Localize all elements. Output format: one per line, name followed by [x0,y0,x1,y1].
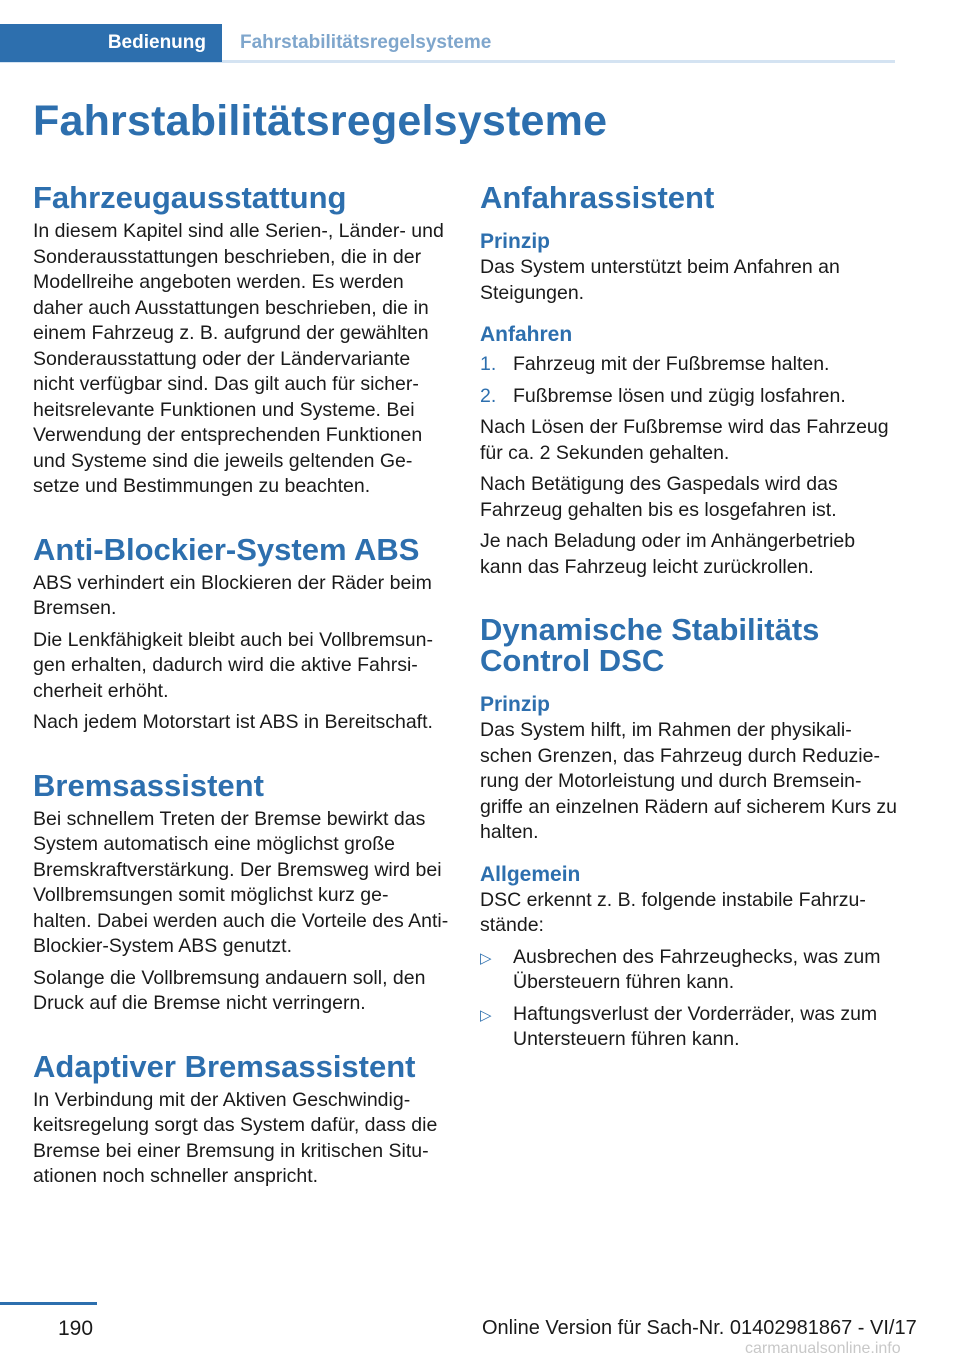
heading-adaptiver-bremsassistent: Adaptiver Bremsassistent [33,1048,416,1084]
paragraph-abs-1: ABS verhindert ein Blockieren der Räder beim Bremsen. [33,571,432,619]
bullet-list [480,945,898,1053]
step-item [480,384,898,410]
heading-dsc-line2: Control DSC [480,643,665,678]
steps-list [480,352,898,409]
online-version-note: Online Version für Sach-Nr. 01402981867 - VI/17 [482,1317,917,1339]
paragraph-fahrzeugausstattung: In diesem Kapitel sind alle Serien-, Länder- und Sonderausstattungen beschrieben, die in der Modellreihe angeboten werden. Es werden daher auch Ausstattungen beschrieben, die in einem Fahrzeug z. B. aufgrund der gewählten Sonderausstattung oder der Ländervariante nicht verfügbar sind. Das gilt auch für sicher- heitsrelevante Funktionen und Systeme. Bei Verwendung der entsprechenden Funktionen und Systeme sind die jeweils geltenden Ge- setze und Bestimmungen zu beachten. [33,220,444,497]
step-number: 1. [480,353,497,375]
bullet-text: Ausbrechen des Fahrzeughecks, was zum Übersteuern führen kann. [513,945,881,993]
bullet-item [480,945,898,996]
paragraph-adaptiver-bremsassistent: In Verbindung mit der Aktiven Geschwindig- keitsregelung sorgt das System dafür, dass die Bremse bei einer Bremsung in kritischen Situ- ationen noch schneller anspricht. [33,1088,438,1187]
triangle-bullet-icon: ▷ [480,949,492,967]
paragraph-anfahr-4: Je nach Beladung oder im Anhängerbetrieb kann das Fahrzeug leicht zurückrollen. [480,530,856,578]
subheading-prinzip-dsc: Prinzip [480,693,551,716]
bullet-text: Haftungsverlust der Vorderräder, was zum Untersteuern führen kann. [513,1002,878,1050]
heading-abs: Anti-Blockier-System ABS [33,531,420,567]
heading-dsc [480,614,898,676]
step-text: Fußbremse lösen und zügig losfahren. [513,384,846,407]
step-number: 2. [480,384,497,407]
paragraph-dsc-prinzip: Das System hilft, im Rahmen der physikali- schen Grenzen, das Fahrzeug durch Reduzie- rung der Motorleistung und durch Bremsein- griffe an einzelnen Rädern auf sicherem Kurs zu halten. [480,719,897,843]
subheading-allgemein: Allgemein [480,862,581,886]
header-bar [0,24,895,62]
left-column [33,182,451,1190]
watermark: carmanualsonline.info [745,1340,901,1357]
paragraph-bremsassistent-1: Bei schnellem Treten der Bremse bewirkt das System automatisch eine möglichst große Bremskraftverstärkung. Der Bremsweg wird bei Vollbremsungen somit möglichst kurz ge- halten. Dabei werden auch die Vorteile des Anti-Blockier-System ABS genutzt. [33,807,449,957]
heading-bremsassistent: Bremsassistent [33,767,264,803]
subheading-prinzip-anfahr: Prinzip [480,230,551,253]
tab-bedienung-label: Bedienung [107,32,206,53]
footer-rule [0,1302,97,1305]
heading-dsc-line1: Dynamische Stabilitäts [480,612,820,647]
heading-anfahrassistent: Anfahrassistent [480,180,715,215]
paragraph-abs-3: Nach jedem Motorstart ist ABS in Bereitschaft. [33,711,433,733]
tab-section-title: Fahrstabilitätsregelsysteme [240,32,492,53]
bullet-item [480,1002,898,1053]
tab-bedienung[interactable] [0,24,222,62]
triangle-bullet-icon: ▷ [480,1006,492,1024]
paragraph-anfahr-3: Nach Betätigung des Gaspedals wird das Fahrzeug gehalten bis es losgefahren ist. [480,473,838,521]
paragraph-dsc-allgemein: DSC erkennt z. B. folgende instabile Fahrzu- stände: [480,888,866,936]
paragraph-anfahr-2: Nach Lösen der Fußbremse wird das Fahrzeug für ca. 2 Sekunden gehalten. [480,416,889,464]
paragraph-bremsassistent-2: Solange die Vollbremsung andauern soll, den Druck auf die Bremse nicht verringern. [33,966,426,1014]
paragraph-abs-2: Die Lenkfähigkeit bleibt auch bei Vollbremsun- gen erhalten, dadurch wird die aktive Fahrsi- cherheit erhöht. [33,628,433,702]
right-column [480,182,898,1059]
page-number: 190 [58,1317,94,1340]
step-text: Fahrzeug mit der Fußbremse halten. [513,353,830,375]
step-item [480,352,898,378]
paragraph-anfahr-prinzip: Das System unterstützt beim Anfahren an Steigungen. [480,256,840,304]
heading-fahrzeugausstattung: Fahrzeugausstattung [33,180,347,215]
page-title: Fahrstabilitätsregelsysteme [33,97,608,145]
subheading-anfahren: Anfahren [480,323,573,346]
